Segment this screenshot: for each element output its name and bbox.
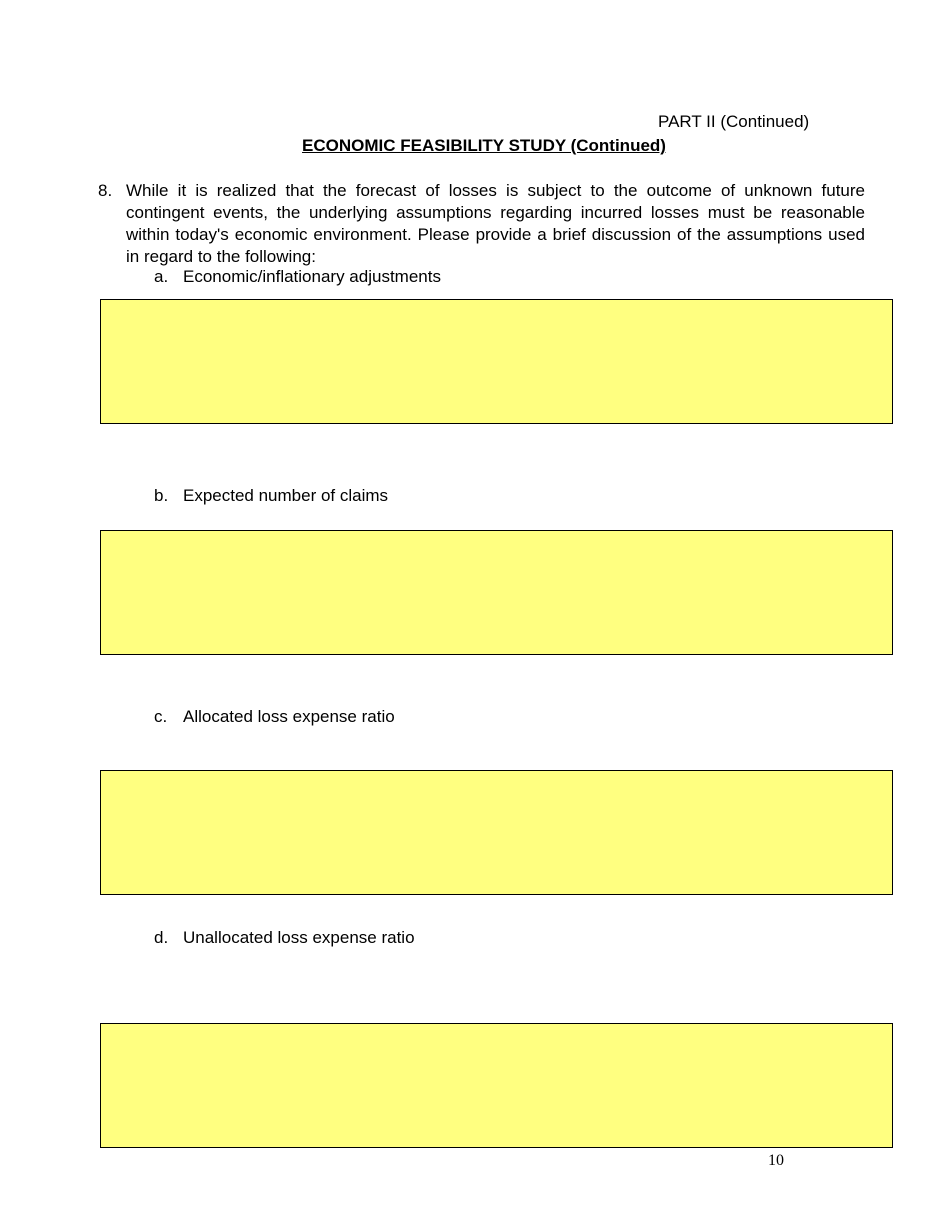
question-text: While it is realized that the forecast of losses is subject to the outcome of unknown future contingent events, the underlying assumptions regarding incurred losses must be reasonable within today's economic environment. Please provide a brief discussion of the assumptions used in regard to the following: — [126, 181, 865, 266]
item-d-label: Unallocated loss expense ratio — [183, 928, 415, 947]
item-c-letter: c. — [154, 707, 168, 726]
item-d-letter: d. — [154, 928, 169, 947]
economic-adjustments-answer-field[interactable] — [100, 299, 893, 424]
unallocated-loss-expense-answer-field[interactable] — [100, 1023, 893, 1148]
question-number: 8. — [98, 181, 113, 200]
item-b-label: Expected number of claims — [183, 486, 389, 505]
expected-claims-answer-field[interactable] — [100, 530, 893, 655]
item-c-label: Allocated loss expense ratio — [183, 707, 395, 726]
item-a-label: Economic/inflationary adjustments — [183, 267, 441, 286]
item-b-letter: b. — [154, 486, 169, 505]
item-a-letter: a. — [154, 267, 169, 286]
page-title: ECONOMIC FEASIBILITY STUDY (Continued) — [302, 136, 666, 155]
page-number: 10 — [768, 1152, 784, 1169]
part-label: PART II (Continued) — [658, 112, 810, 131]
allocated-loss-expense-answer-field[interactable] — [100, 770, 893, 895]
